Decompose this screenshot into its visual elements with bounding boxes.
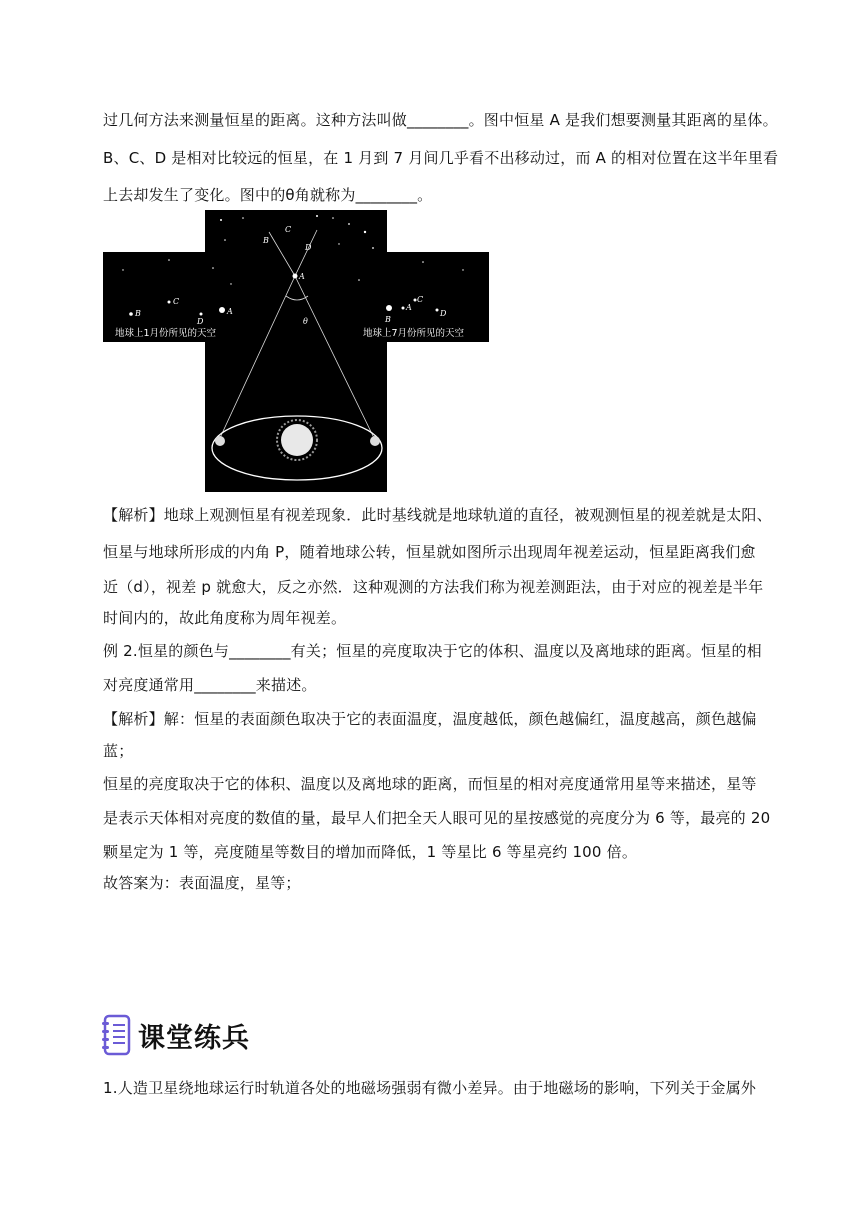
answer-line: 故答案为：表面温度，星等； (103, 874, 301, 892)
star-a-icon (293, 274, 298, 279)
earth-january-icon (215, 436, 225, 446)
svg-text:D: D (440, 309, 447, 318)
example-line: 对亮度通常用________来描述。 (103, 676, 317, 694)
sun-icon (281, 424, 313, 456)
paragraph-line: 上去却发生了变化。图中的θ角就称为________。 (103, 186, 433, 204)
analysis-line: 近（d），视差 p 就愈大，反之亦然．这种观测的方法我们称为视差测距法，由于对应的视差是半年 (103, 578, 764, 596)
parallax-diagram (103, 210, 489, 492)
svg-text:B: B (135, 309, 141, 318)
svg-text:A: A (227, 307, 233, 316)
question-line: 1.人造卫星绕地球运行时轨道各处的地磁场强弱有微小差异。由于地磁场的影响，下列关于金属外 (103, 1079, 757, 1097)
analysis-line: 颗星定为 1 等，亮度随星等数目的增加而降低，1 等星比 6 等星亮约 100 倍。 (103, 843, 638, 861)
svg-text:D: D (197, 317, 204, 326)
section-title: 课堂练兵 (138, 1022, 250, 1054)
paragraph-line: B、C、D 是相对比较远的恒星，在 1 月到 7 月间几乎看不出移动过，而 A 的相对位置在这半年里看 (103, 149, 779, 167)
january-sky-label: 地球上1月份所见的天空 (115, 328, 217, 339)
example-line: 例 2.恒星的颜色与________有关；恒星的亮度取决于它的体积、温度以及离地球的距离。恒星的相 (103, 642, 762, 660)
analysis-line: 恒星与地球所形成的内角 P，随着地球公转，恒星就如图所示出现周年视差运动，恒星距离我们愈 (103, 543, 756, 561)
angle-theta: θ (303, 317, 308, 326)
notebook-icon (100, 1013, 134, 1057)
analysis-line: 蓝； (103, 742, 134, 760)
earth-july-icon (370, 436, 380, 446)
july-sky-label: 地球上7月份所见的天空 (363, 328, 465, 339)
star-letter: A (299, 272, 305, 281)
svg-text:B: B (385, 315, 391, 324)
section-heading (100, 1013, 250, 1057)
analysis-line: 时间内的，故此角度称为周年视差。 (103, 609, 347, 627)
star-letter: B (263, 236, 269, 245)
svg-text:C: C (417, 295, 424, 304)
star-letter: C (285, 225, 292, 234)
svg-text:C: C (173, 297, 180, 306)
star-letter: D (305, 243, 312, 252)
paragraph-line: 过几何方法来测量恒星的距离。这种方法叫做________。图中恒星 A 是我们想要测量其距离的星体。 (103, 111, 778, 129)
analysis-line: 恒星的亮度取决于它的体积、温度以及离地球的距离，而恒星的相对亮度通常用星等来描述，星等 (103, 775, 757, 793)
analysis-line: 是表示天体相对亮度的数值的量，最早人们把全天人眼可见的星按感觉的亮度分为 6 等，最亮的 20 (103, 809, 771, 827)
svg-text:A: A (406, 303, 412, 312)
analysis-line: 【解析】地球上观测恒星有视差现象．此时基线就是地球轨道的直径，被观测恒星的视差就是太阳、 (103, 506, 772, 524)
analysis-line: 【解析】解：恒星的表面颜色取决于它的表面温度，温度越低，颜色越偏红，温度越高，颜色越偏 (103, 710, 757, 728)
